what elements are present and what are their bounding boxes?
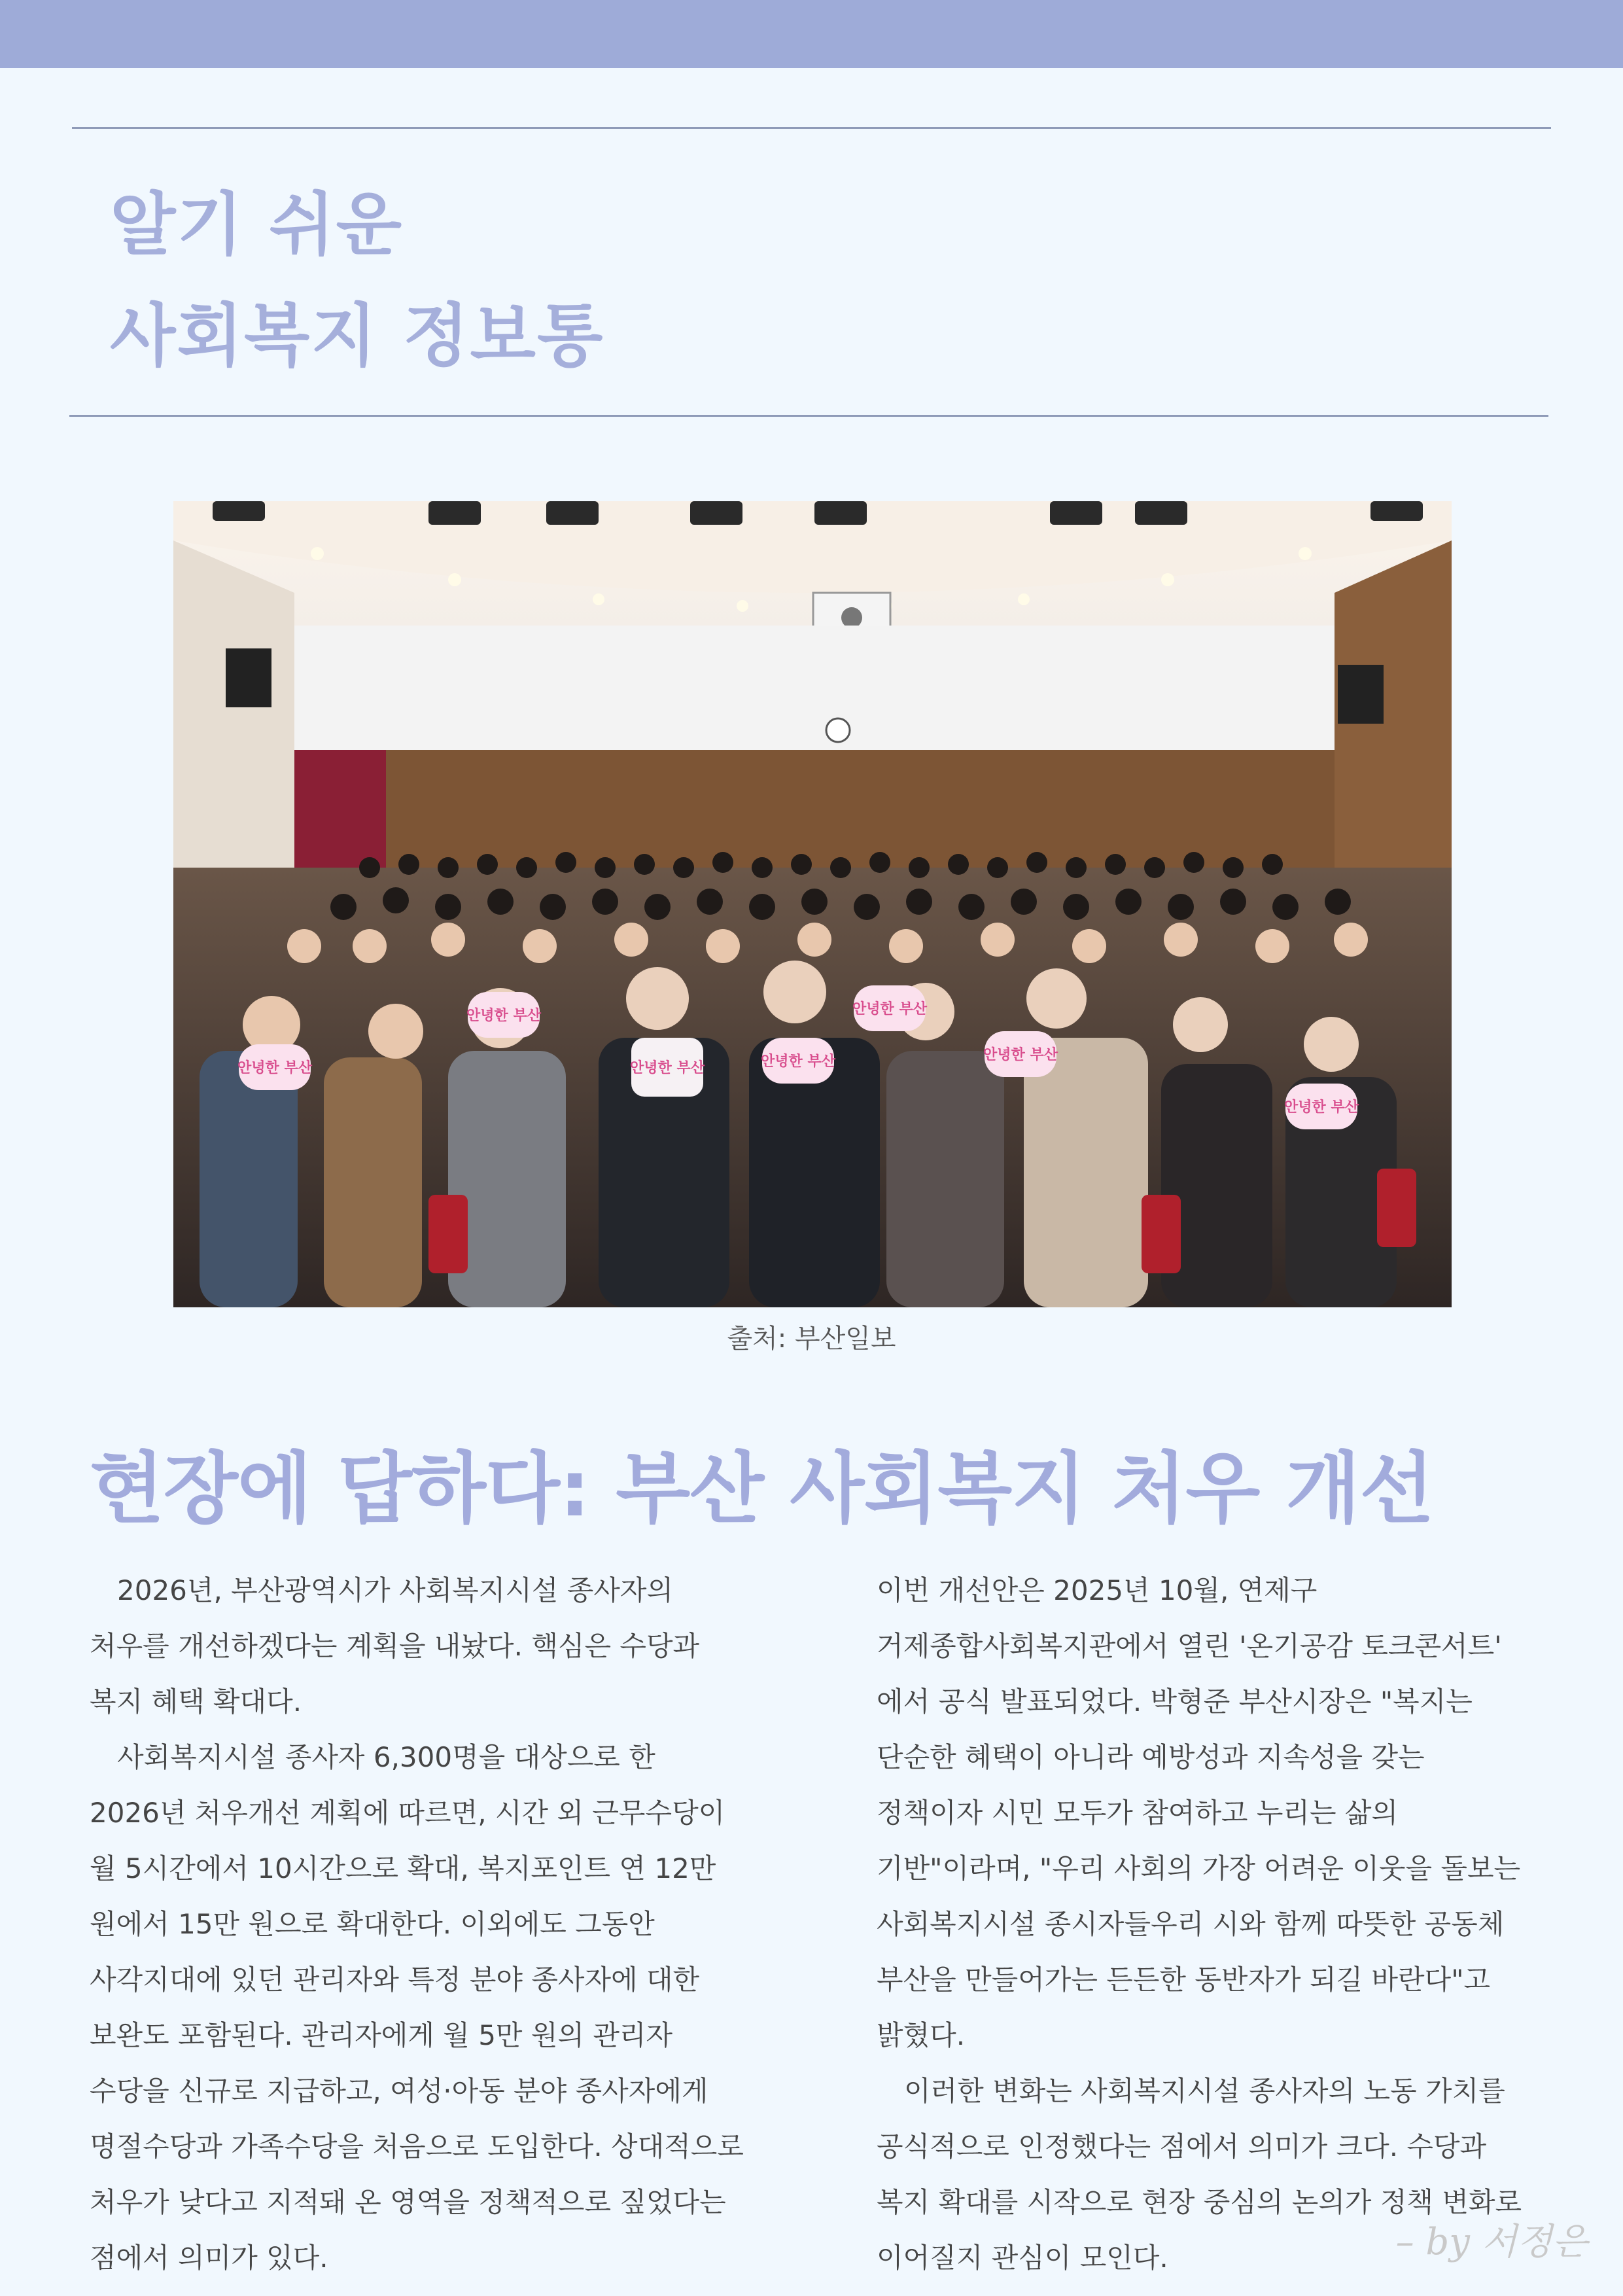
section-header-line2: 사회복지 정보통: [110, 295, 604, 376]
left-paragraph-1: 2026년, 부산광역시가 사회복지시설 종사자의 처우를 개선하겠다는 계획을 내놨다. 핵심은 수당과 복지 혜택 확대다.: [90, 1574, 700, 1718]
left-paragraph-2: 사회복지시설 종사자 6,300명을 대상으로 한 2026년 처우개선 계획에 따르면, 시간 외 근무수당이 월 5시간에서 10시간으로 확대, 복지포인트 연 12만 원에서 15만 원으로 확대한다. 이외에도 그동안 사각지대에 있던 관리자와 특정 분야 종사자에 대한 보완도 포함된다. 관리자에게 월 5만 원의 관리자 수당을 신규로 지급하고, 여성·아동 분야 종사자에게 명절수당과 가족수당을 처음으로 도입한다. 상대적으로 처우가 낮다고 지적돼 온 영역을 정책적으로 짚었다는 점에서 의미가 있다.: [90, 1741, 744, 2274]
photo-sign-4: 안녕한 부산: [761, 1053, 835, 1070]
header-bottom-rule: [69, 415, 1548, 417]
section-header-line1: 알기 쉬운: [110, 184, 404, 264]
section-header-title: [110, 169, 604, 391]
photo-sign-7: 안녕한 부산: [1284, 1099, 1359, 1116]
article-title: 현장에 답하다: 부산 사회복지 처우 개선: [90, 1443, 1434, 1534]
photo-sign-3: 안녕한 부산: [630, 1060, 705, 1076]
header-top-rule: [72, 127, 1551, 129]
article-left-column: [90, 1563, 750, 2286]
event-photo: [173, 501, 1452, 1307]
photo-sign-1: 안녕한 부산: [237, 1060, 312, 1076]
top-color-band: [0, 0, 1623, 68]
photo-sign-6: 안녕한 부산: [983, 1047, 1058, 1063]
photo-sign-5: 안녕한 부산: [852, 1001, 927, 1017]
right-paragraph-1: 이번 개선안은 2025년 10월, 연제구 거제종합사회복지관에서 열린 '온기공감 토크콘서트' 에서 공식 발표되었다. 박형준 부산시장은 "복지는 단순한 혜택이 아니라 예방성과 지속성을 갖는 정책이자 시민 모두가 참여하고 누리는 삶의 기반"이라며, "우리 사회의 가장 어려운 이웃을 돌보는 사회복지시설 종시자들우리 시와 함께 따뜻한 공동체 부산을 만들어가는 든든한 동반자가 되길 바란다"고 밝혔다.: [877, 1574, 1521, 2051]
right-paragraph-2: 이러한 변화는 사회복지시설 종사자의 노동 가치를 공식적으로 인정했다는 점에서 의미가 크다. 수당과 복지 확대를 시작으로 현장 중심의 논의가 정책 변화로 이어질지 관심이 모인다.: [877, 2075, 1522, 2274]
event-photo-illustration: [173, 501, 1452, 1307]
author-signature: – by 서정은: [1395, 2221, 1588, 2263]
photo-caption: 출처: 부산일보: [727, 1324, 896, 1354]
photo-sign-2: 안녕한 부산: [466, 1008, 541, 1024]
article-right-column: [877, 1563, 1537, 2286]
